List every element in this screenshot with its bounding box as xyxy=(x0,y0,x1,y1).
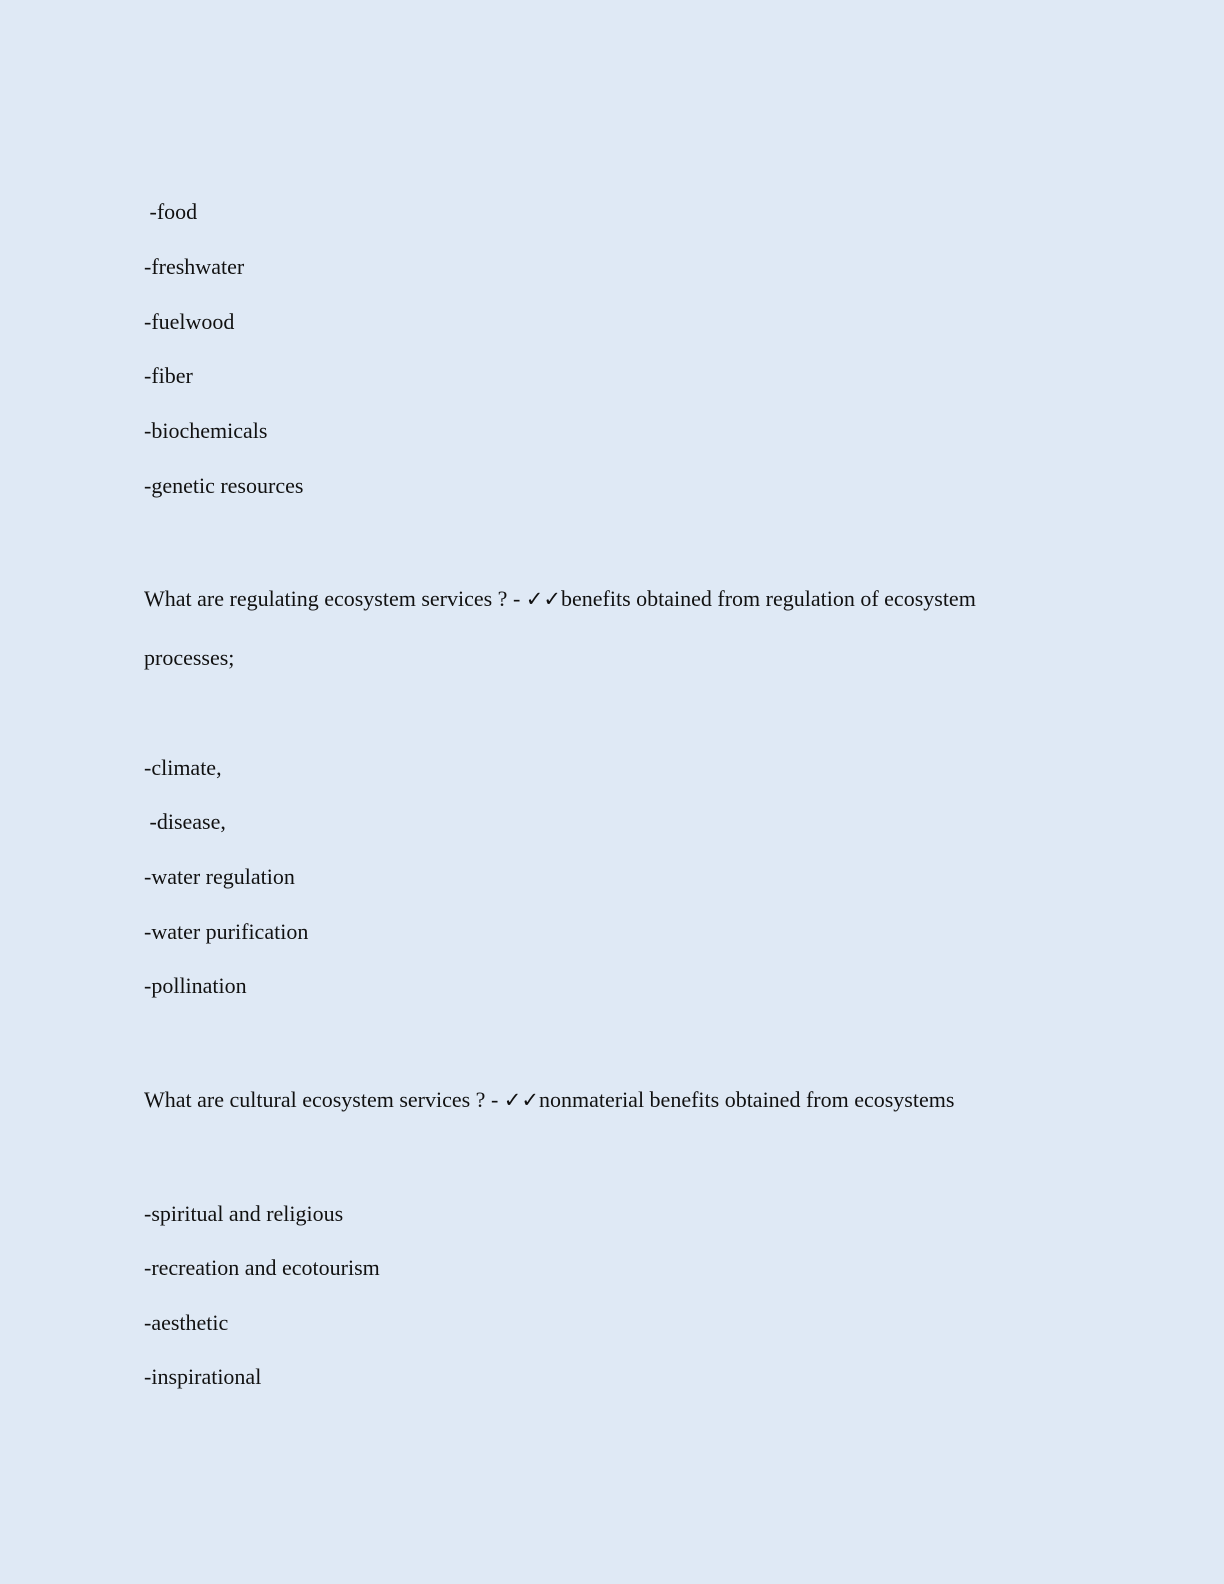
list-item: -spiritual and religious xyxy=(144,1201,344,1226)
regulating-question-line xyxy=(144,586,976,612)
list-item: -climate, xyxy=(144,755,222,780)
list-item: -genetic resources xyxy=(144,473,304,498)
list-item: -freshwater xyxy=(144,254,245,279)
check-marks-icon: ✓✓ xyxy=(525,587,561,611)
list-item: -fiber xyxy=(144,363,193,388)
list-item: -water purification xyxy=(144,919,309,944)
list-item: -water regulation xyxy=(144,864,295,889)
regulating-answer-continuation: processes; xyxy=(144,645,235,670)
list-item: -recreation and ecotourism xyxy=(144,1255,380,1280)
list-item: -pollination xyxy=(144,973,247,998)
list-item: -biochemicals xyxy=(144,418,268,443)
cultural-question-line xyxy=(144,1087,954,1113)
list-item: -inspirational xyxy=(144,1364,262,1389)
list-item: -food xyxy=(144,199,198,224)
check-marks-icon: ✓✓ xyxy=(503,1088,539,1112)
regulating-question: What are regulating ecosystem services ? - xyxy=(144,586,526,611)
list-item: -fuelwood xyxy=(144,309,235,334)
list-item: -disease, xyxy=(144,809,226,834)
regulating-answer: benefits obtained from regulation of ecosystem xyxy=(560,586,976,611)
list-item: -aesthetic xyxy=(144,1310,229,1335)
cultural-answer: nonmaterial benefits obtained from ecosystems xyxy=(538,1087,955,1112)
cultural-question: What are cultural ecosystem services ? - xyxy=(144,1087,504,1112)
